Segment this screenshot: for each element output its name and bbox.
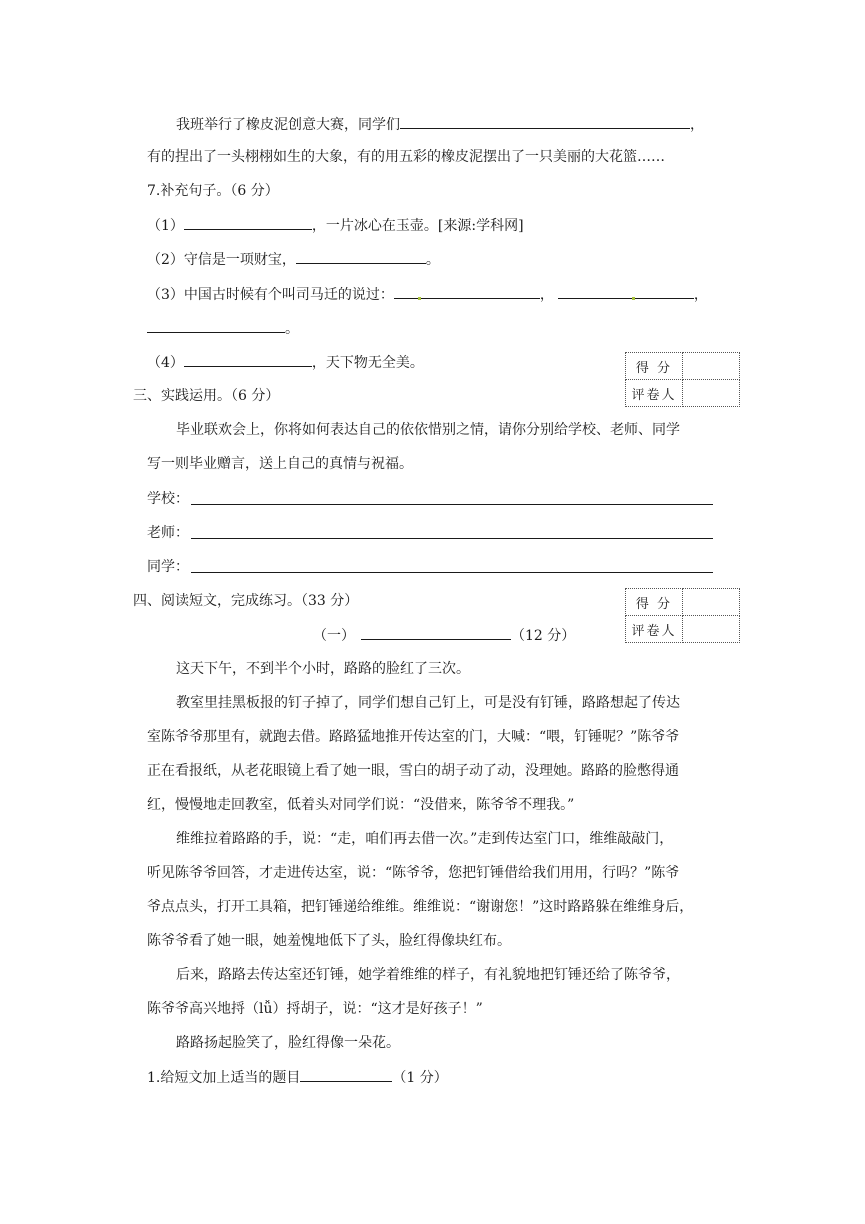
section-3-title: 三、实践运用。（6 分） — [133, 388, 280, 404]
passage-paragraph: 维维拉着路路的手，说：“走，咱们再去借一次。”走到传达室门口，维维敲敲门， — [176, 831, 674, 847]
q7-3-comma-1: ， — [539, 287, 554, 303]
answer-line-teacher[interactable] — [191, 537, 713, 539]
answer-blank-q7-3a[interactable] — [394, 284, 540, 299]
question-1 — [147, 1067, 448, 1088]
intro-line-1 — [176, 114, 704, 135]
score-label: 得 分 — [626, 353, 683, 380]
grader-cell[interactable] — [683, 380, 740, 407]
q7-4-number: （4） — [147, 355, 184, 371]
answer-line-school[interactable] — [191, 503, 713, 505]
q7-4-text: ，天下物无全美。 — [311, 355, 424, 371]
q7-3 — [147, 284, 708, 305]
score-cell[interactable] — [683, 353, 740, 380]
q7-3-text: （3）中国古时候有个叫司马迁的说过： — [147, 287, 394, 303]
passage-line: 正在看报纸，从老花眼镜上看了她一眼，雪白的胡子动了动，没理她。路路的脸憋得通 — [147, 763, 679, 779]
intro-comma: ， — [690, 117, 704, 133]
passage-line: 室陈爷爷那里有，就跑去借。路路猛地推开传达室的门，大喊：“喂，钉锤呢？”陈爷爷 — [147, 729, 680, 745]
grader-label: 评卷人 — [626, 380, 683, 407]
answer-blank-q7-2[interactable] — [296, 249, 426, 264]
passage-paragraph: 路路扬起脸笑了，脸红得像一朵花。 — [176, 1035, 400, 1051]
passage-line: 听见陈爷爷回答，才走进传达室，说：“陈爷爷，您把钉锤借给我们用用，行吗？”陈爷 — [147, 865, 680, 881]
grader-cell[interactable] — [683, 616, 740, 643]
grader-label: 评卷人 — [626, 616, 683, 643]
section-3-prompt-1: 毕业联欢会上，你将如何表达自己的依依惜别之情，请你分别给学校、老师、同学 — [176, 422, 680, 438]
part-1-score: （12 分） — [511, 628, 576, 644]
score-cell[interactable] — [683, 589, 740, 616]
passage-paragraph: 后来，路路去传达室还钉锤，她学着维维的样子，有礼貌地把钉锤还给了陈爷爷， — [176, 967, 680, 983]
answer-blank-q7-1[interactable] — [184, 215, 312, 230]
q7-1-text: ，一片冰心在玉壶。[来源:学科网] — [311, 218, 524, 234]
intro-text: 我班举行了橡皮泥创意大赛，同学们 — [176, 117, 400, 133]
question-1-score: （1 分） — [392, 1070, 448, 1086]
q7-3-period: 。 — [285, 321, 299, 337]
passage-line: 陈爷爷高兴地捋（lǚ）捋胡子，说：“这才是好孩子！” — [147, 1001, 483, 1017]
q7-3-cont — [147, 318, 299, 339]
passage-line: 红，慢慢地走回教室，低着头对同学们说：“没借来，陈爷爷不理我。” — [147, 797, 575, 813]
score-box-2 — [625, 588, 740, 643]
q7-2-end: 。 — [425, 252, 440, 268]
answer-blank-q1[interactable] — [300, 1067, 392, 1082]
answer-blank-q7-3c[interactable] — [147, 318, 285, 333]
q7-4 — [147, 352, 424, 373]
answer-blank-title[interactable] — [361, 625, 511, 640]
section-3-prompt-2: 写一则毕业赠言，送上自己的真情与祝福。 — [147, 456, 413, 472]
q7-2-text: （2）守信是一项财宝， — [147, 252, 296, 268]
q7-1 — [147, 215, 524, 236]
label-classmate: 同学： — [147, 559, 189, 575]
passage-paragraph: 这天下午，不到半个小时，路路的脸红了三次。 — [176, 661, 470, 677]
q7-1-number: （1） — [147, 218, 184, 234]
section-4-title: 四、阅读短文，完成练习。（33 分） — [133, 593, 359, 609]
label-teacher: 老师： — [147, 525, 189, 541]
passage-line: 陈爷爷看了她一眼，她羞愧地低下了头，脸红得像块红布。 — [147, 933, 511, 949]
passage-line: 爷点点头，打开工具箱，把钉锤递给维维。维维说：“谢谢您！”这时路路躲在维维身后， — [147, 899, 694, 915]
intro-line-2: 有的捏出了一头栩栩如生的大象，有的用五彩的橡皮泥摆出了一只美丽的大花篮…… — [147, 149, 665, 165]
part-1-label: （一） — [313, 628, 355, 644]
answer-blank-intro[interactable] — [400, 114, 690, 129]
question-1-text: 1.给短文加上适当的题目 — [147, 1070, 301, 1086]
q7-3-comma-2: ， — [693, 287, 708, 303]
passage-paragraph: 教室里挂黑板报的钉子掉了，同学们想自己钉上，可是没有钉锤，路路想起了传达 — [176, 695, 680, 711]
q7-title: 7.补充句子。（6 分） — [147, 183, 279, 199]
answer-line-classmate[interactable] — [191, 571, 713, 573]
answer-blank-q7-4[interactable] — [184, 352, 312, 367]
part-1-heading — [313, 625, 575, 646]
score-label: 得 分 — [626, 589, 683, 616]
label-school: 学校： — [147, 491, 189, 507]
score-box-1 — [625, 352, 740, 407]
answer-blank-q7-3b[interactable] — [558, 284, 694, 299]
q7-2 — [147, 249, 440, 270]
